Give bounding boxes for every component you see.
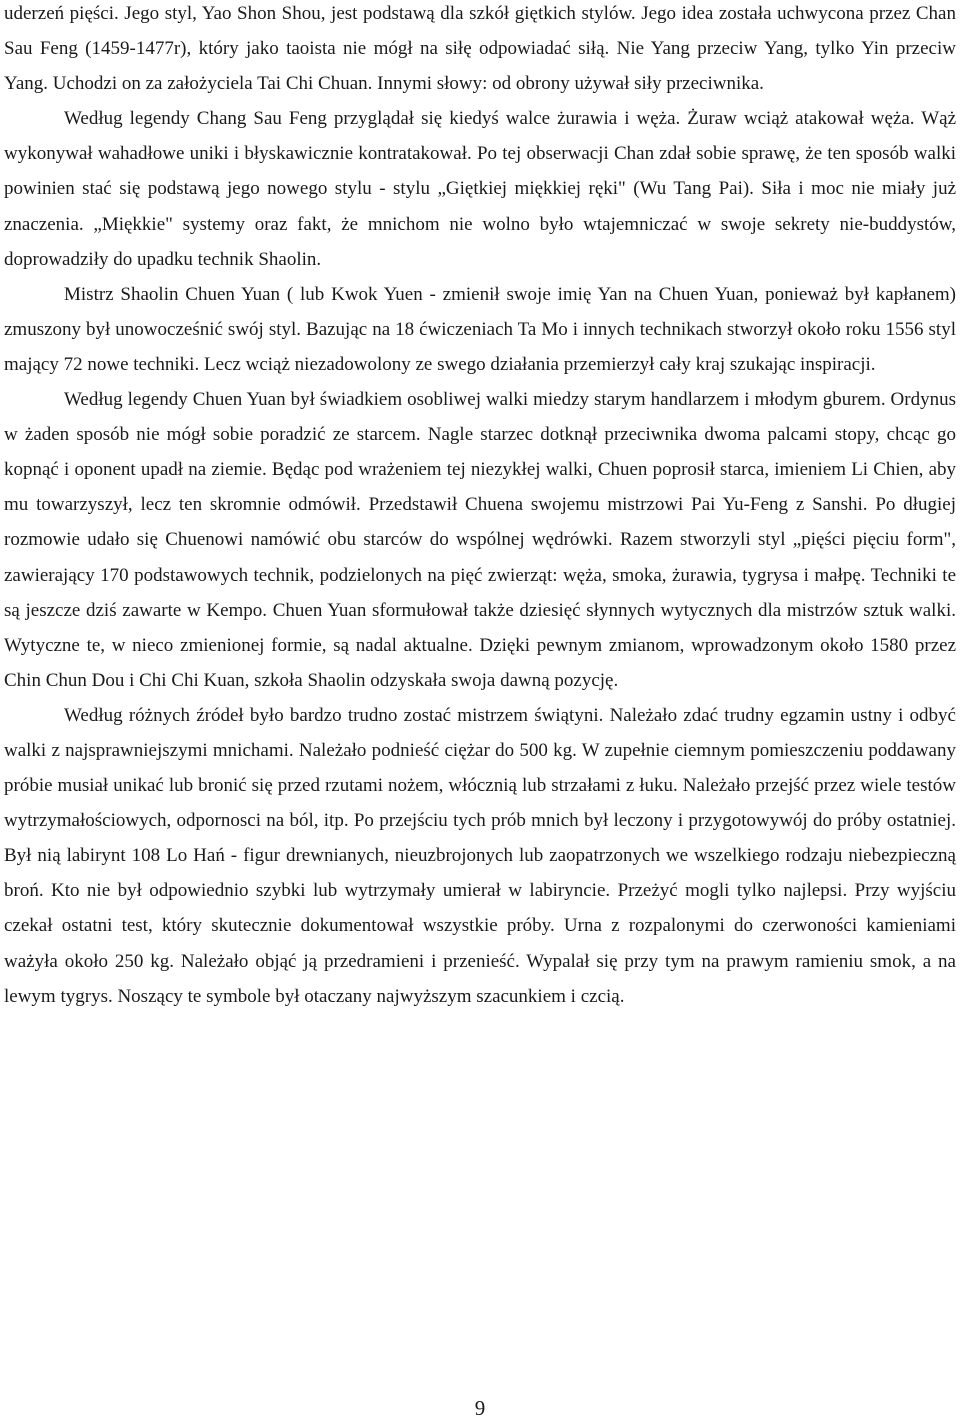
paragraph-5: Według różnych źródeł było bardzo trudno zostać mistrzem świątyni. Należało zdać trudny egzamin ustny i odbyć walki z najsprawniejszymi mnichami. Należało podnieść ciężar do 500 kg. W zupełnie ciemnym pomieszczeniu poddawany próbie musiał unikać lub bronić się przed rzutami nożem, włócznią lub strzałami z łuku. Należało przejść przez wiele testów wytrzymałościowych, odpornosci na ból, itp. Po przejściu tych prób mnich był leczony i przygotowywój do próby ostatniej. Był nią labirynt 108 Lo Hań - figur drewnianych, nieuzbrojonych lub zaopatrzonych we wszelkiego rodzaju niebezpieczną broń. Kto nie był odpowiednio szybki lub wytrzymały umierał w labiryncie. Przeżyć mogli tylko najlepsi. Przy wyjściu czekał ostatni test, który skutecznie dokumentował wszystkie próby. Urna z rozpalonymi do czerwoności kamieniami ważyła około 250 kg. Należało objąć ją przedramieni i przenieść. Wypalał się przy tym na prawym ramieniu smok, a na lewym tygrys. Noszący te symbole był otaczany najwyższym szacunkiem i czcią. — [4, 704, 956, 1007]
paragraph-4: Według legendy Chuen Yuan był świadkiem osobliwej walki miedzy starym handlarzem i młodym gburem. Ordynus w żaden sposób nie mógł sobie poradzić ze starcem. Nagle starzec dotknął przeciwnika dwoma palcami stopy, chcąc go kopnąć i oponent upadł na ziemie. Będąc pod wrażeniem tej niezykłej walki, Chuen poprosił starca, imieniem Li Chien, aby mu towarzyszył, lecz ten skromnie odmówił. Przedstawił Chuena swojemu mistrzowi Pai Yu-Feng z Sanshi. Po długiej rozmowie udało się Chuenowi namówić obu starców do wspólnej wędrówki. Razem stworzyli styl „pięści pięciu form", zawierający 170 podstawowych technik, podzielonych na pięć zwierząt: węża, smoka, żurawia, tygrysa i małpę. Techniki te są jeszcze dziś zawarte w Kempo. Chuen Yuan sformułował także dziesięć słynnych wytycznych dla mistrzów sztuk walki. Wytyczne te, w nieco zmienionej formie, są nadal aktualne. Dzięki pewnym zmianom, wprowadzonym około 1580 przez Chin Chun Dou i Chi Chi Kuan, szkoła Shaolin odzyskała swoja dawną pozycję. — [4, 389, 956, 691]
paragraph-2: Według legendy Chang Sau Feng przyglądał się kiedyś walce żurawia i węża. Żuraw wciąż atakował węża. Wąż wykonywał wahadłowe uniki i błyskawicznie kontratakował. Po tej obserwacji Chan zdał sobie sprawę, że ten sposób walki powinien stać się podstawą jego nowego stylu - stylu „Giętkiej miękkiej ręki" (Wu Tang Pai). Siła i moc nie miały już znaczenia. „Miękkie" systemy oraz fakt, że mnichom nie wolno było wtajemniczać w swoje sekrety nie-buddystów, doprowadziły do upadku technik Shaolin. — [4, 108, 956, 270]
body-text — [4, 0, 956, 1014]
paragraph-3: Mistrz Shaolin Chuen Yuan ( lub Kwok Yuen - zmienił swoje imię Yan na Chuen Yuan, ponieważ był kapłanem) zmuszony był unowocześnić swój styl. Bazując na 18 ćwiczeniach Ta Mo i innych technikach stworzył około roku 1556 styl mający 72 nowe techniki. Lecz wciąż niezadowolony ze swego działania przemierzył cały kraj szukając inspiracji. — [4, 283, 956, 375]
paragraph-1: uderzeń pięści. Jego styl, Yao Shon Shou, jest podstawą dla szkół giętkich stylów. Jego idea została uchwycona przez Chan Sau Feng (1459-1477r), który jako taoista nie mógł na siłę odpowiadać siłą. Nie Yang przeciw Yang, tylko Yin przeciw Yang. Uchodzi on za założyciela Tai Chi Chuan. Innymi słowy: od obrony używał siły przeciwnika. — [4, 3, 956, 95]
page-number: 9 — [474, 1396, 486, 1420]
